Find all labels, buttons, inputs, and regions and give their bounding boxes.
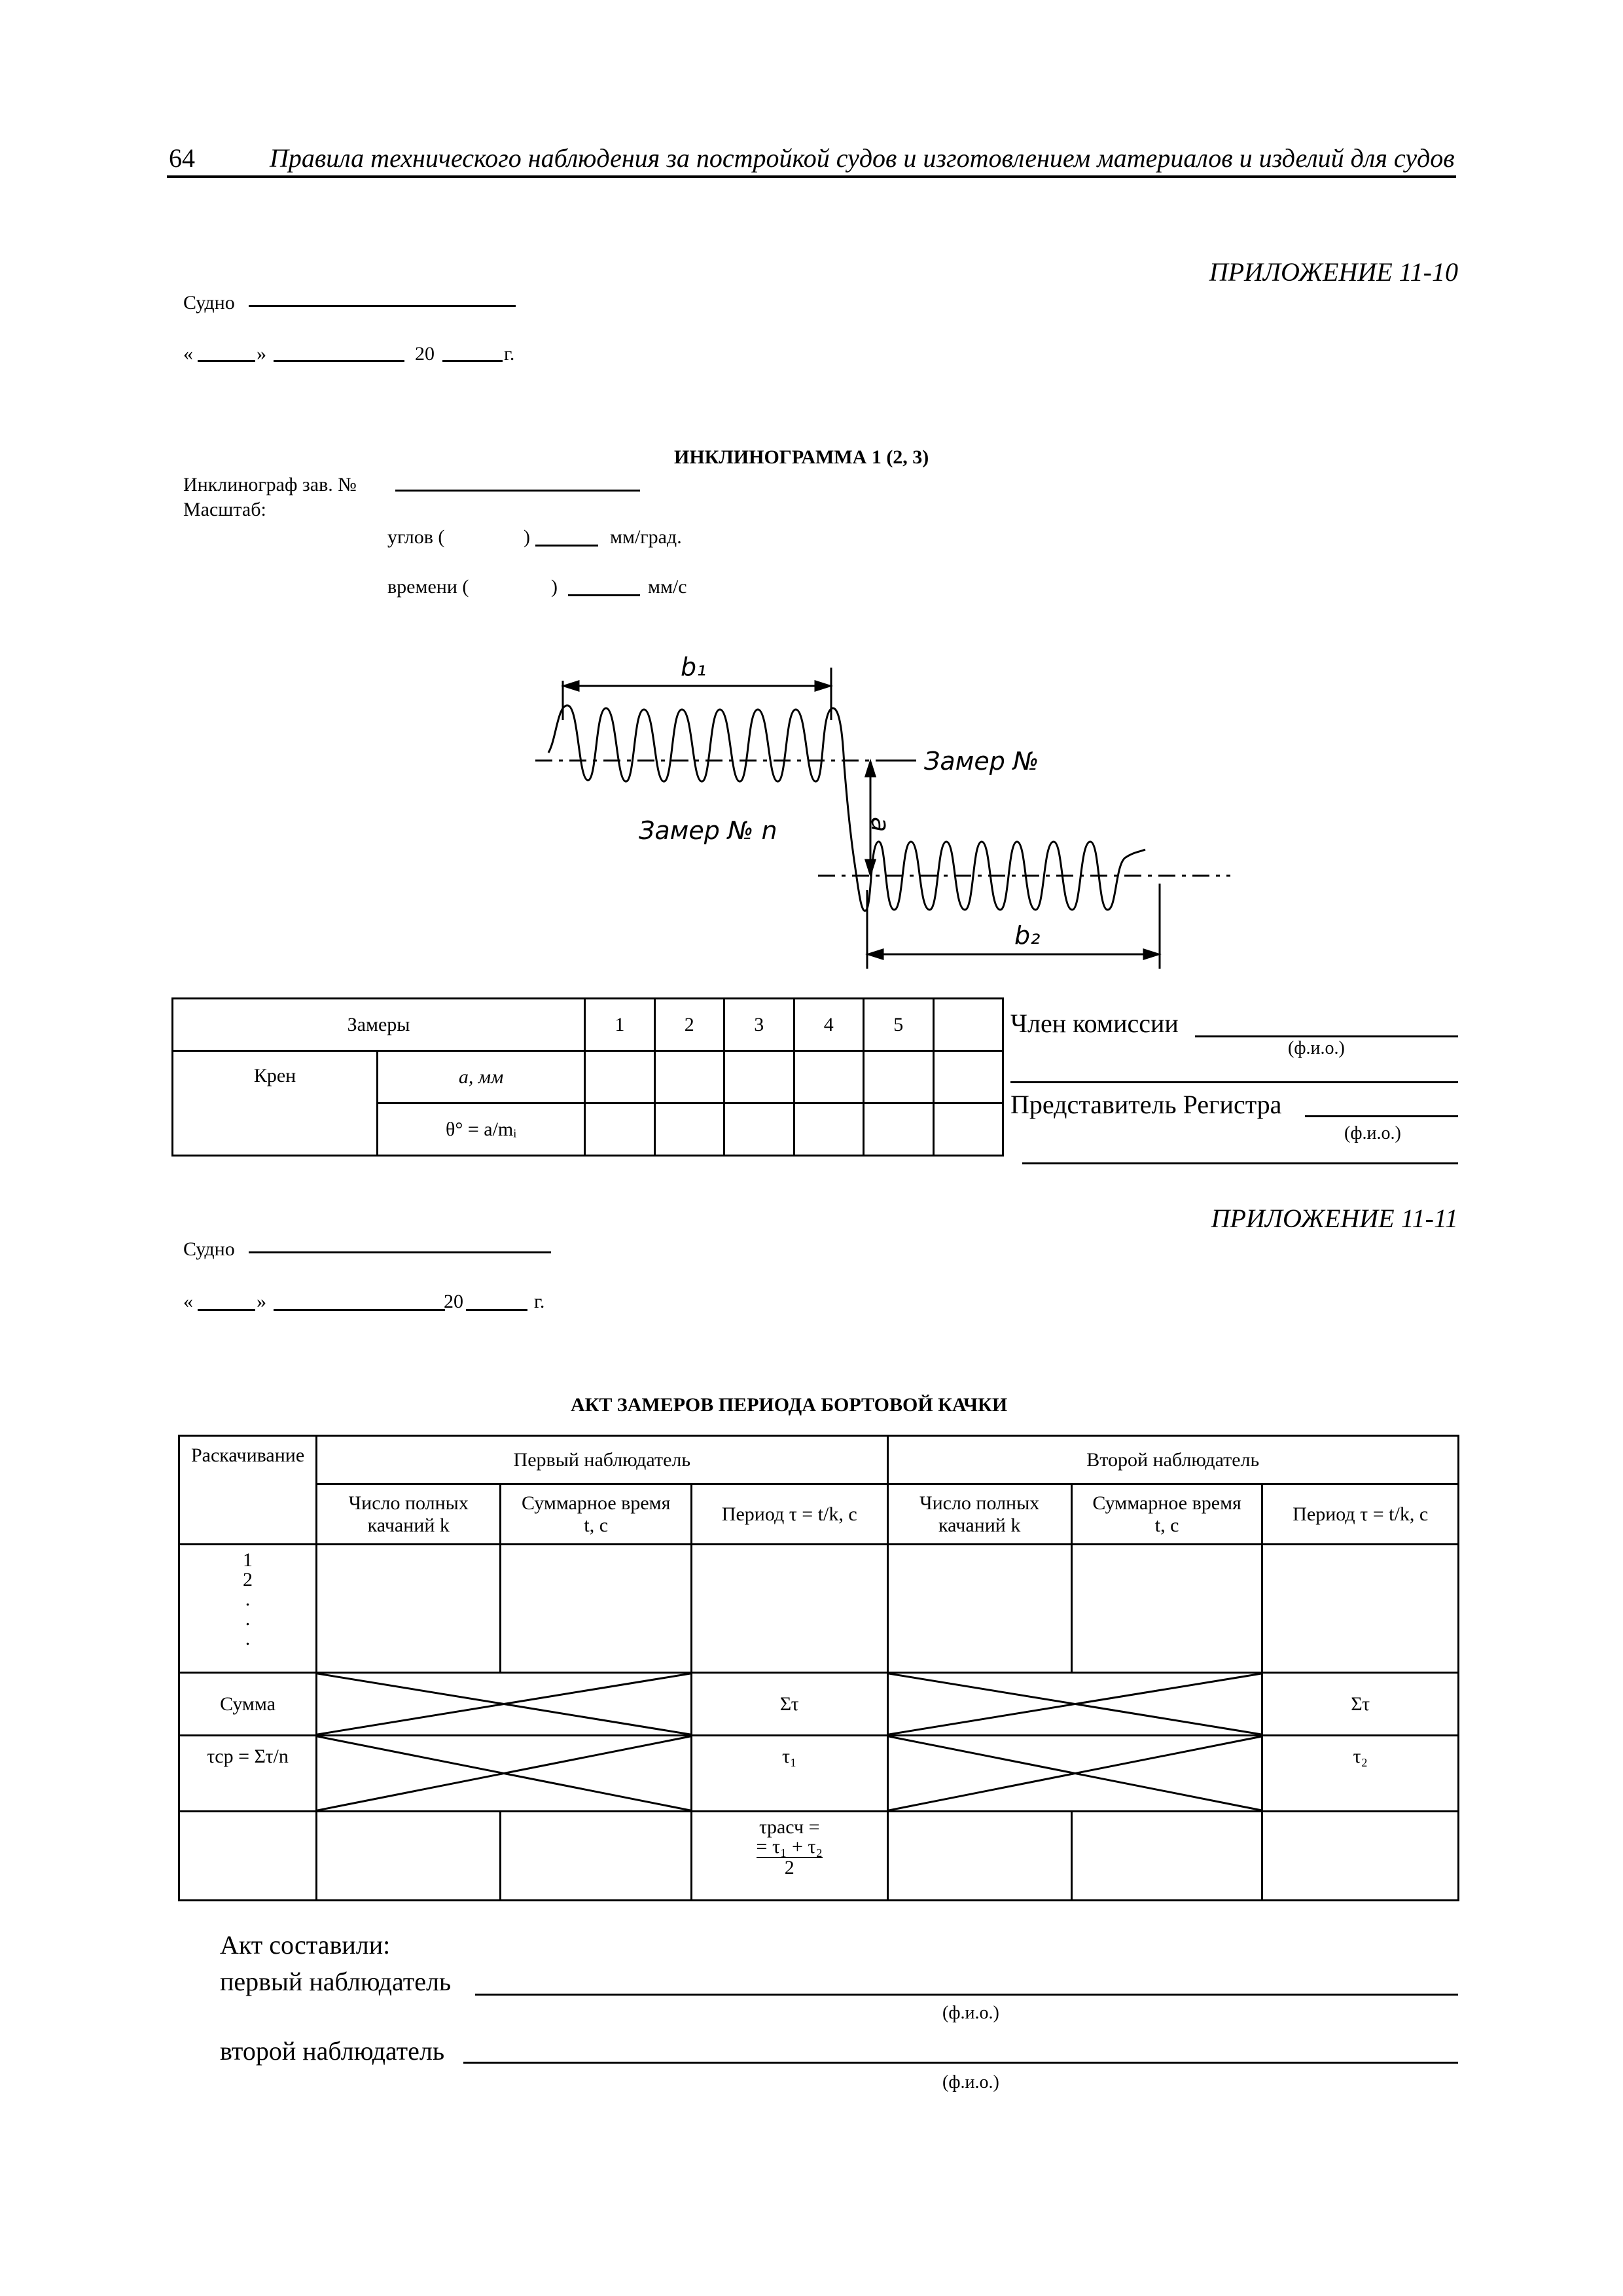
row-dot: .	[245, 1608, 251, 1630]
inclinograph-label: Инклинограф зав. №	[183, 474, 357, 495]
sub-total-time-2: Суммарное время t, с	[1071, 1484, 1262, 1545]
first-observer-sig-label: первый наблюдатель	[220, 1967, 452, 1996]
date-month-field-2[interactable]	[274, 1309, 445, 1311]
label-zamer-nn: Замер № n	[639, 816, 777, 845]
scale-label: Масштаб:	[183, 499, 266, 520]
step-wave	[844, 766, 1145, 911]
col-2: 2	[654, 999, 724, 1051]
tau-calc-line1: τрасч =	[758, 1816, 820, 1838]
cell[interactable]	[864, 1051, 933, 1103]
sub-total-time-1: Суммарное время t, с	[501, 1484, 692, 1545]
cell[interactable]	[1262, 1545, 1459, 1673]
cell[interactable]	[654, 1103, 724, 1156]
row-dot: .	[245, 1628, 251, 1649]
appendix-label-2: ПРИЛОЖЕНИЕ 11-11	[1211, 1204, 1458, 1233]
time-unit: мм/с	[648, 576, 687, 598]
measurements-table	[171, 997, 1004, 1157]
year-field-2[interactable]	[466, 1309, 527, 1311]
tau-1: τ₁	[691, 1736, 887, 1812]
sub-period-1: Период τ = t/k, с	[691, 1484, 887, 1545]
commission-member-field[interactable]	[1195, 1035, 1458, 1037]
act-title: АКТ ЗАМЕРОВ ПЕРИОДА БОРТОВОЙ КАЧКИ	[571, 1394, 1008, 1416]
cell[interactable]	[1071, 1545, 1262, 1673]
cell[interactable]	[864, 1103, 933, 1156]
angles-close: )	[524, 526, 530, 548]
ship-label: Судно	[183, 292, 235, 314]
fio-first: (ф.и.о.)	[942, 2003, 999, 2023]
crossed-cell	[317, 1736, 692, 1812]
inclinograph-field[interactable]	[395, 490, 640, 492]
cell[interactable]	[179, 1812, 317, 1901]
year-prefix: 20	[415, 343, 435, 365]
table-header-zamery: Замеры	[173, 999, 585, 1051]
date-day-field[interactable]	[198, 360, 255, 362]
time-label: времени (	[387, 576, 469, 598]
year-field[interactable]	[442, 360, 503, 362]
sum-tau-1: Στ	[691, 1673, 887, 1736]
col-1: 1	[585, 999, 654, 1051]
cell[interactable]	[501, 1545, 692, 1673]
cell[interactable]	[501, 1812, 692, 1901]
fio-label-1: (ф.и.о.)	[1288, 1038, 1345, 1058]
commission-member-line2[interactable]	[1010, 1081, 1458, 1083]
b1-arrow-left	[564, 681, 579, 691]
date-open-quote: «	[183, 343, 193, 365]
col-5: 5	[864, 999, 933, 1051]
first-observer-sig-field[interactable]	[475, 1994, 1458, 1996]
date-open-quote-2: «	[183, 1291, 193, 1312]
sub-period-2: Период τ = t/k, с	[1262, 1484, 1459, 1545]
angles-field[interactable]	[535, 545, 598, 547]
cell[interactable]	[794, 1103, 863, 1156]
fio-label-2: (ф.и.о.)	[1344, 1123, 1401, 1143]
appendix-label: ПРИЛОЖЕНИЕ 11-10	[1209, 257, 1458, 287]
sum-label: Сумма	[179, 1673, 317, 1736]
col-4: 4	[794, 999, 863, 1051]
tau-calc-line3: 2	[784, 1857, 794, 1878]
register-rep-field[interactable]	[1305, 1115, 1458, 1117]
crossed-cell	[317, 1673, 692, 1736]
second-observer-header: Второй наблюдатель	[887, 1436, 1458, 1484]
a-arrow-top	[866, 762, 875, 776]
sum-tau-2: Στ	[1262, 1673, 1459, 1736]
b2-arrow-left	[868, 950, 883, 959]
inclinogram-title: ИНКЛИНОГРАММА 1 (2, 3)	[674, 446, 929, 468]
row-number: 2	[243, 1569, 253, 1590]
year-prefix-2: 20	[444, 1291, 463, 1312]
cell[interactable]	[585, 1051, 654, 1103]
year-suffix: г.	[504, 343, 515, 365]
cell[interactable]	[654, 1051, 724, 1103]
running-title: Правила технического наблюдения за постройкой судов и изготовлением материалов и изделий для судов	[270, 143, 1455, 173]
rocking-table	[178, 1435, 1459, 1901]
cell[interactable]	[585, 1103, 654, 1156]
page-number: 64	[169, 143, 195, 173]
label-a: a	[866, 817, 895, 833]
year-suffix-2: г.	[534, 1291, 545, 1312]
second-observer-sig-label: второй наблюдатель	[220, 2036, 445, 2066]
col-rocking: Раскачивание	[179, 1436, 317, 1545]
row-a-mm: a, мм	[378, 1051, 585, 1103]
angles-unit: мм/град.	[610, 526, 682, 548]
inclinogram-diagram	[510, 641, 1257, 982]
date-close-quote: »	[257, 343, 266, 365]
row-dot: .	[245, 1588, 251, 1610]
b1-arrow-right	[815, 681, 830, 691]
row-group-kren: Крен	[173, 1051, 378, 1156]
cell[interactable]	[794, 1051, 863, 1103]
cell[interactable]	[691, 1545, 887, 1673]
row-theta: θ° = a/mᵢ	[378, 1103, 585, 1156]
sub-count-1: Число полных качаний k	[317, 1484, 501, 1545]
cell[interactable]	[933, 1051, 1003, 1103]
crossed-cell	[887, 1673, 1262, 1736]
tau-calc	[691, 1812, 887, 1901]
cell[interactable]	[724, 1103, 794, 1156]
a-arrow-bottom	[866, 860, 875, 874]
cell[interactable]	[317, 1545, 501, 1673]
register-rep-label: Представитель Регистра	[1010, 1090, 1282, 1119]
ship-label-2: Судно	[183, 1238, 235, 1260]
ship-field-2[interactable]	[249, 1251, 551, 1253]
header-rule	[167, 175, 1456, 178]
cell[interactable]	[1071, 1812, 1262, 1901]
sub-count-2: Число полных качаний k	[887, 1484, 1071, 1545]
date-month-field[interactable]	[274, 360, 404, 362]
label-b1: b₁	[681, 653, 707, 681]
tau-2: τ₂	[1262, 1736, 1459, 1812]
cell[interactable]	[933, 1103, 1003, 1156]
second-observer-sig-field[interactable]	[463, 2062, 1458, 2064]
commission-member-label: Член комиссии	[1010, 1009, 1179, 1038]
time-field[interactable]	[568, 594, 640, 596]
cell[interactable]	[724, 1051, 794, 1103]
compiled-by: Акт составили:	[220, 1930, 391, 1960]
crossed-cell	[887, 1736, 1262, 1812]
cell[interactable]	[887, 1812, 1071, 1901]
avg-label: τср = Στ/n	[179, 1736, 317, 1812]
cell[interactable]	[317, 1812, 501, 1901]
cell[interactable]	[887, 1545, 1071, 1673]
col-3: 3	[724, 999, 794, 1051]
ship-field[interactable]	[249, 305, 516, 307]
b2-arrow-right	[1144, 950, 1158, 959]
date-close-quote-2: »	[257, 1291, 266, 1312]
row-number: 1	[243, 1549, 253, 1571]
fio-second: (ф.и.о.)	[942, 2072, 999, 2092]
date-day-field-2[interactable]	[198, 1309, 255, 1311]
upper-wave	[548, 706, 844, 781]
tau-calc-line2: = τ₁ + τ₂	[756, 1836, 823, 1857]
cell[interactable]	[1262, 1812, 1459, 1901]
row-numbers	[179, 1545, 317, 1673]
angles-label: углов (	[387, 526, 445, 548]
time-close: )	[551, 576, 558, 598]
label-zamer-n0: Замер №	[924, 747, 1039, 776]
register-rep-line2[interactable]	[1022, 1162, 1458, 1164]
first-observer-header: Первый наблюдатель	[317, 1436, 887, 1484]
col-6	[933, 999, 1003, 1051]
label-b2: b₂	[1014, 921, 1041, 950]
